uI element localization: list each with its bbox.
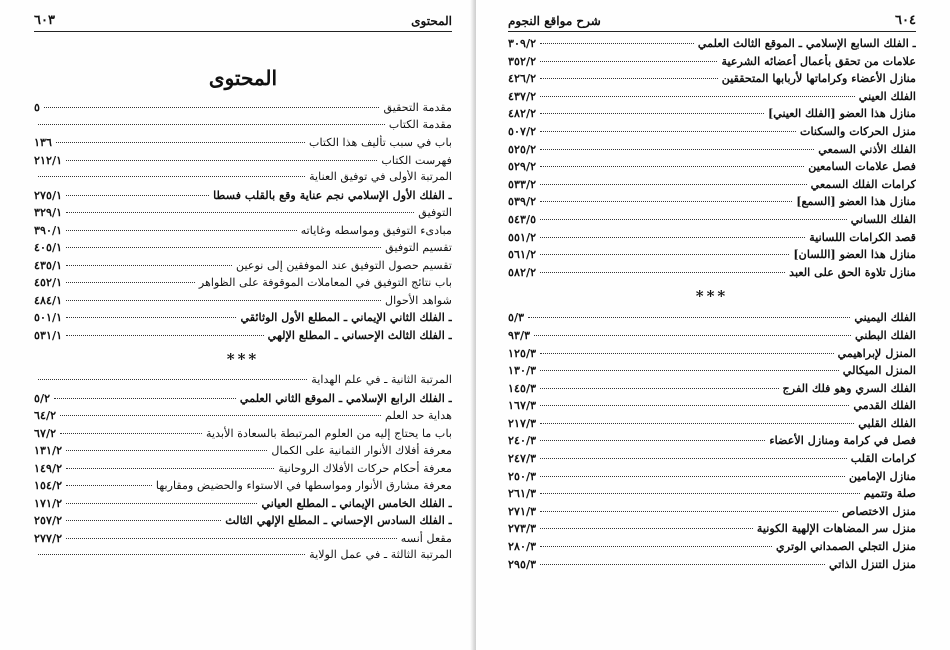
right-page-number: ٦٠٤	[895, 13, 916, 28]
toc-entry	[34, 461, 452, 479]
dot-leader	[38, 379, 307, 380]
dot-leader	[540, 61, 717, 62]
section-separator: ***	[695, 287, 729, 306]
toc-entry	[508, 504, 916, 522]
dot-leader	[66, 282, 195, 283]
toc-entry-page: ١٧١/٢	[34, 495, 63, 510]
contents-title: المحتوى	[208, 66, 278, 90]
toc-entry	[508, 124, 916, 142]
toc-entry-title: مقعل أنسه	[400, 531, 452, 545]
toc-entry-title: ـ الفلك السابع الإسلامي ـ الموقع الثالث العلمي	[697, 36, 916, 50]
dot-leader	[540, 388, 778, 389]
dot-leader	[66, 230, 297, 231]
dot-leader	[540, 96, 855, 97]
toc-entry-title: منازل تلاوة الحق على العبد	[789, 264, 916, 279]
toc-entry-page: ٢٧١/٣	[508, 503, 537, 518]
toc-entry-title: صلة وتتميم	[863, 486, 916, 501]
dot-leader	[66, 335, 264, 336]
toc-entry-title: منزل الاختصاص	[842, 503, 916, 518]
toc-entry	[508, 265, 916, 283]
dot-leader	[540, 493, 860, 494]
toc-entry-page: ١٣١/٢	[34, 443, 63, 457]
toc-entry	[34, 408, 452, 426]
toc-entry-page: ٤٥٢/١	[34, 275, 63, 289]
dot-leader	[66, 247, 381, 248]
toc-entry	[508, 36, 916, 54]
dot-leader	[540, 131, 796, 132]
toc-entry-title: منزل التجلي الصمداني الوتري	[776, 539, 916, 554]
toc-entry-page: ٥٥١/٢	[508, 229, 537, 244]
dot-leader	[540, 511, 838, 512]
toc-entry	[34, 258, 452, 276]
toc-entry-title: باب نتائج التوفيق في المعاملات الموقوفة على الظواهر	[198, 276, 452, 289]
toc-entry	[508, 539, 916, 557]
toc-entry	[508, 177, 916, 195]
toc-entry-title: الفلك العيني	[858, 88, 916, 103]
dot-leader	[534, 335, 851, 336]
dot-leader	[540, 458, 847, 459]
left-page-header	[34, 10, 452, 32]
dot-leader	[60, 415, 381, 416]
toc-entry	[34, 328, 452, 346]
toc-entry	[508, 159, 916, 177]
dot-leader	[540, 149, 814, 150]
toc-entry	[34, 205, 452, 223]
toc-entry	[508, 230, 916, 248]
toc-entry-title: الفلك اليميني	[854, 310, 916, 325]
dot-leader	[540, 476, 845, 477]
toc-entry	[508, 89, 916, 107]
toc-entry	[508, 54, 916, 72]
toc-entry	[34, 118, 452, 136]
toc-entry	[34, 373, 452, 391]
toc-entry-page: ١٣٠/٣	[508, 363, 537, 378]
toc-entry-title: معرفة أحكام حركات الأفلاك الروحانية	[278, 461, 452, 475]
toc-entry-page: ٥٣١/١	[34, 327, 63, 342]
toc-entry	[508, 346, 916, 364]
toc-entry	[34, 275, 452, 293]
toc-entry	[34, 170, 452, 188]
dot-leader	[540, 43, 694, 44]
toc-entry	[34, 513, 452, 531]
toc-entry	[34, 153, 452, 171]
toc-entry	[34, 496, 452, 514]
toc-entry	[34, 223, 452, 241]
left-running-title: المحتوى	[411, 14, 452, 28]
dot-leader	[540, 78, 718, 79]
toc-entry-title: منازل هذا العضو [اللسان]	[793, 247, 916, 262]
toc-entry-title: مبادىء التوفيق ومواسطه وغاياته	[300, 223, 452, 237]
dot-leader	[540, 370, 839, 371]
toc-entry-page: ٣٥٢/٢	[508, 53, 537, 68]
toc-entry-title: الفلك القلبي	[858, 415, 916, 430]
toc-entry-title: المنزل لإبراهيمي	[837, 345, 916, 360]
toc-entry-page: ٤٠٥/١	[34, 240, 63, 254]
toc-entry-page: ٢٧٥/١	[34, 187, 63, 202]
dot-leader	[66, 212, 414, 213]
toc-entry	[34, 478, 452, 496]
dot-leader	[540, 353, 833, 354]
toc-entry	[34, 100, 452, 118]
toc-list	[508, 36, 916, 282]
toc-entry-page: ٣٠٩/٢	[508, 36, 537, 50]
toc-entry-title: منازل هذا العضو [السمع]	[796, 194, 916, 209]
dot-leader	[60, 433, 202, 434]
toc-entry-page: ٤٨٤/١	[34, 292, 63, 307]
toc-entry-title: المنزل الميكالي	[842, 363, 916, 378]
toc-entry	[34, 391, 452, 409]
toc-entry-page: ٣٩٠/١	[34, 222, 63, 237]
toc-entry-title: المرتبة الأولى في توفيق العناية	[309, 170, 452, 183]
toc-entry-page: ١٤٩/٢	[34, 460, 63, 475]
toc-entry	[508, 398, 916, 416]
toc-entry	[508, 142, 916, 160]
dot-leader	[540, 440, 765, 441]
toc-entry-title: ـ الفلك السادس الإحساني ـ المطلع الإلهي الثالث	[225, 513, 452, 527]
toc-entry-title: تقسيم التوفيق	[385, 241, 452, 254]
dot-leader	[540, 237, 805, 238]
dot-leader	[44, 107, 379, 108]
toc-entry-page: ٢٨٠/٣	[508, 539, 537, 554]
toc-entry	[508, 433, 916, 451]
toc-entry-title: مقدمة الكتاب	[388, 117, 452, 131]
toc-entry-title: منزل الحركات والسكنات	[799, 123, 916, 138]
dot-leader	[540, 219, 847, 220]
toc-entry-title: الفلك القدمي	[853, 398, 916, 413]
toc-entry-page: ٤٣٥/١	[34, 257, 63, 272]
toc-entry	[508, 106, 916, 124]
toc-entry-title: منزل سر المضاهات الإلهية الكونية	[756, 521, 916, 536]
toc-entry-title: شواهد الأحوال	[384, 293, 452, 307]
toc-entry-title: باب ما يحتاج إليه من العلوم المرتبطة بالسعادة الأبدية	[206, 426, 452, 440]
toc-entry-page: ٢٥٧/٢	[34, 513, 63, 527]
toc-entry-page: ٥٦١/٢	[508, 247, 537, 262]
toc-entry	[508, 521, 916, 539]
dot-leader	[66, 538, 397, 539]
toc-entry-page: ٢٦١/٣	[508, 486, 537, 501]
toc-entry-page: ٥٣٣/٢	[508, 176, 537, 191]
dot-leader	[540, 113, 764, 114]
toc-entry-page: ٢١٧/٣	[508, 415, 537, 430]
toc-entry-title: الفلك الأذني السمعي	[818, 141, 916, 156]
right-running-title: شرح مواقع النجوم	[508, 14, 601, 28]
toc-entry-title: قصد الكرامات اللسانية	[809, 229, 916, 244]
toc-entry	[34, 426, 452, 444]
toc-entry-page: ٦٤/٢	[34, 408, 57, 422]
toc-entry	[508, 381, 916, 399]
toc-entry-title: منازل هذا العضو [الفلك العيني]	[767, 106, 916, 121]
dot-leader	[38, 554, 305, 555]
toc-entry-page: ٥/٣	[508, 310, 525, 325]
toc-entry	[34, 443, 452, 461]
dot-leader	[66, 265, 232, 266]
toc-entry-title: التوفيق	[418, 206, 452, 219]
toc-entry	[34, 135, 452, 153]
dot-leader	[540, 528, 753, 529]
toc-list	[34, 373, 452, 566]
dot-leader	[540, 564, 825, 565]
dot-leader	[66, 300, 381, 301]
dot-leader	[54, 398, 236, 399]
toc-entry-title: مقدمة التحقيق	[383, 101, 452, 114]
toc-entry	[508, 486, 916, 504]
toc-entry-page: ٥	[34, 100, 41, 114]
toc-entry	[34, 548, 452, 566]
toc-entry-page: ٤٨٢/٢	[508, 106, 537, 121]
toc-entry	[34, 310, 452, 328]
toc-entry-page: ٥٢٥/٢	[508, 141, 537, 156]
toc-entry-title: ـ الفلك الثاني الإيماني ـ المطلع الأول الوثائقي	[240, 310, 452, 324]
toc-entry-title: فصل علامات السامعين	[808, 159, 916, 174]
toc-entry-page: ٢٤٧/٣	[508, 451, 537, 466]
toc-entry-title: معرفة مشارق الأنوار ومواسطها في الاستواء والحضيض ومقاربها	[155, 479, 452, 492]
toc-entry-page: ١٤٥/٣	[508, 380, 537, 395]
toc-entry-page: ٥٤٣/٥	[508, 211, 537, 226]
dot-leader	[540, 423, 854, 424]
right-page-header	[508, 10, 916, 32]
toc-entry-title: الفلك اللساني	[850, 211, 916, 226]
toc-entry-title: الفلك البطني	[855, 327, 916, 342]
dot-leader	[66, 317, 236, 318]
toc-entry-page: ٢٧٣/٣	[508, 521, 537, 536]
toc-entry	[508, 451, 916, 469]
dot-leader	[66, 520, 221, 521]
toc-entry	[508, 363, 916, 381]
toc-entry-page: ٥٢٩/٢	[508, 159, 537, 174]
toc-entry-title: منازل الأعضاء وكراماتها لأربابها المتحققين	[721, 71, 916, 86]
toc-entry-title: معرفة أفلاك الأنوار الثمانية على الكمال	[271, 444, 452, 457]
toc-entry-page: ١٥٤/٢	[34, 478, 63, 492]
toc-entry-page: ٦٧/٢	[34, 425, 57, 440]
toc-entry-title: المرتبة الثانية ـ في علم الهداية	[311, 373, 452, 386]
toc-entry	[508, 247, 916, 265]
toc-entry-title: ـ الفلك الخامس الإيماني ـ المطلع العياني	[261, 495, 452, 510]
toc-entry-title: باب في سبب تأليف هذا الكتاب	[308, 136, 452, 149]
dot-leader	[66, 195, 209, 196]
dot-leader	[56, 142, 305, 143]
toc-entry	[508, 416, 916, 434]
toc-entry	[508, 212, 916, 230]
toc-entry-title: ـ الفلك الأول الإسلامي نجم عناية وقع بالقلب فسطا	[213, 187, 452, 202]
toc-entry-title: فصل في كرامة ومنازل الأعضاء	[769, 433, 916, 448]
toc-entry-page: ٥٣٩/٢	[508, 194, 537, 209]
toc-entry	[34, 531, 452, 549]
toc-entry-page: ٢١٢/١	[34, 152, 63, 167]
dot-leader	[66, 468, 274, 469]
toc-entry-title: فهرست الكتاب	[381, 153, 452, 167]
toc-entry-page: ٢٧٧/٢	[34, 530, 63, 545]
left-page-number: ٦٠٣	[34, 13, 55, 28]
dot-leader	[540, 272, 785, 273]
toc-entry-title: ـ الفلك الثالث الإحساني ـ المطلع الإلهي	[267, 327, 452, 342]
dot-leader	[66, 160, 377, 161]
toc-entry-page: ٣٢٩/١	[34, 205, 63, 219]
dot-leader	[66, 450, 267, 451]
dot-leader	[38, 176, 305, 177]
toc-entry-page: ٢٩٥/٣	[508, 556, 537, 571]
dot-leader	[528, 317, 850, 318]
toc-entry-title: علامات من تحقق بأعمال أعضائه الشرعية	[721, 53, 916, 68]
right-page	[476, 0, 950, 650]
toc-entry-page: ٤٣٧/٢	[508, 88, 537, 103]
toc-entry-page: ٢٤٠/٣	[508, 433, 537, 448]
toc-entry-page: ١٦٧/٣	[508, 398, 537, 413]
dot-leader	[540, 166, 804, 167]
toc-entry	[34, 240, 452, 258]
toc-entry-page: ١٣٦	[34, 135, 53, 149]
toc-entry	[508, 557, 916, 575]
toc-entry-page: ٩٣/٣	[508, 327, 531, 342]
dot-leader	[540, 201, 792, 202]
dot-leader	[540, 254, 789, 255]
toc-entry-title: منازل الإمامين	[849, 468, 916, 483]
toc-entry-page: ٤٢٦/٢	[508, 71, 537, 86]
toc-entry-title: المرتبة الثالثة ـ في عمل الولاية	[309, 548, 452, 561]
toc-entry-title: كرامات الفلك السمعي	[810, 176, 916, 191]
toc-entry	[508, 194, 916, 212]
toc-entry-title: ـ الفلك الرابع الإسلامي ـ الموقع الثاني العلمي	[239, 390, 452, 405]
toc-entry	[508, 469, 916, 487]
section-separator: ***	[226, 350, 260, 368]
toc-entry	[34, 188, 452, 206]
toc-entry-title: الفلك السري وهو فلك الفرج	[782, 380, 916, 395]
toc-entry-title: كرامات القلب	[850, 451, 916, 466]
toc-entry	[508, 328, 916, 346]
toc-list	[508, 310, 916, 574]
toc-list	[34, 100, 452, 345]
dot-leader	[540, 184, 807, 185]
toc-entry	[508, 71, 916, 89]
toc-entry-title: تقسيم حصول التوفيق عند الموفقين إلى نوعين	[235, 258, 452, 272]
dot-leader	[66, 485, 152, 486]
toc-entry	[34, 293, 452, 311]
toc-entry-title: منزل التنزل الذاتي	[829, 556, 916, 571]
toc-entry-page: ٢٥٠/٣	[508, 468, 537, 483]
left-page	[0, 0, 474, 650]
dot-leader	[540, 546, 772, 547]
toc-entry-title: هداية حد العلم	[385, 409, 452, 422]
dot-leader	[38, 124, 385, 125]
toc-entry-page: ٥٠١/١	[34, 310, 63, 324]
toc-entry-page: ١٢٥/٣	[508, 345, 537, 360]
toc-entry	[508, 310, 916, 328]
toc-entry-page: ٥٨٢/٢	[508, 264, 537, 279]
toc-entry-page: ٥٠٧/٢	[508, 123, 537, 138]
toc-entry-page: ٥/٢	[34, 390, 51, 405]
dot-leader	[66, 503, 257, 504]
dot-leader	[540, 405, 849, 406]
